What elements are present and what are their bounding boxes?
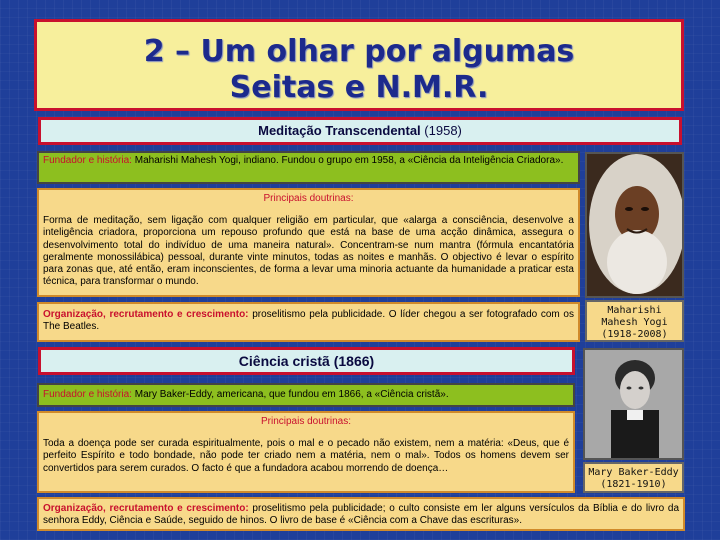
mary-baker-eddy-portrait-image [585, 350, 684, 460]
mary-caption-line2: (1821-1910) [600, 479, 667, 490]
tm-heading [38, 117, 682, 145]
tm-recruit-text: proselitismo pela publicidade. O líder chegou a ser fotografado com os The Beatles. [43, 309, 574, 333]
tm-founder-box [37, 151, 580, 184]
maharishi-caption [585, 300, 684, 342]
title-line-2: Seitas e N.M.R. [229, 70, 489, 105]
cs-heading: Ciência cristã (1866) [38, 347, 575, 375]
tm-doctrines-text: Forma de meditação, sem ligação com qualquer religião em particular, que «alarga a consciência, desenvolve a inteligência criadora, proporciona um repouso profundo que está na base de uma acção dinâmica, assegura o desenvolvimento total do indivíduo de uma maneira natural». Concentram-se num mantra (fórmula encantatória geralmente monossilábica) pessoal, durante vinte minutos, todas as noites e manhãs. O objectivo é levar o espírito para zonas que, até então, eram inconscientes, de forma a levar uma minoria actuante da humanidade a praticar esta técnica, para transformar o mundo. [43, 215, 574, 288]
tm-heading-name: Meditação Transcendental [258, 123, 421, 138]
title-line-1: 2 – Um olhar por algumas [143, 34, 575, 69]
cs-founder-box [37, 383, 575, 407]
maharishi-photo [585, 152, 684, 298]
cs-recruit-text: proselitismo pela publicidade; o culto consiste em ler alguns versículos da Bíblia e do livro da senhora Eddy, Ciência e Saúde, seguido de hinos. O livro de base é «Ciência com a Chave das escrituras». [43, 503, 679, 527]
maharishi-caption-line3: (1918-2008) [601, 329, 668, 340]
tm-recruit-box [37, 302, 580, 342]
tm-recruit-label: Organização, recrutamento e crescimento: [43, 309, 249, 320]
maharishi-portrait-image [587, 154, 684, 298]
maharishi-caption-line2: Mahesh Yogi [601, 317, 668, 328]
cs-founder-text: Mary Baker-Eddy, americana, que fundou em 1866, a «Ciência cristã». [134, 389, 449, 400]
cs-recruit-box [37, 497, 685, 531]
mary-baker-eddy-photo [583, 348, 684, 460]
maharishi-caption-line1: Maharishi [607, 305, 662, 316]
cs-doctrines-box [37, 411, 575, 493]
tm-heading-year: (1958) [424, 123, 462, 138]
mary-caption-line1: Mary Baker-Eddy [588, 467, 679, 478]
cs-doctrines-text: Toda a doença pode ser curada espiritualmente, pois o mal e o pecado não existem, nem a matéria: «Deus, que é perfeito Espírito e todo bondade, não pode ter criado nem a matéria, nem o mal». Todos os homens devem ser convertidos para serem curados. O facto é que a fundadora acabou morrendo de doença… [43, 438, 569, 474]
cs-doctrines-label: Principais doutrinas: [260, 416, 352, 427]
tm-founder-label: Fundador e história: [43, 155, 132, 166]
slide-title [34, 19, 684, 111]
cs-founder-label: Fundador e história: [43, 389, 132, 400]
cs-recruit-label: Organização, recrutamento e crescimento: [43, 503, 249, 514]
tm-founder-text: Maharishi Mahesh Yogi, indiano. Fundou o grupo em 1958, a «Ciência da Inteligência Criadora». [134, 155, 564, 166]
tm-doctrines-box [37, 188, 580, 297]
mary-caption [583, 462, 684, 493]
tm-doctrines-label: Principais doutrinas: [263, 193, 354, 204]
